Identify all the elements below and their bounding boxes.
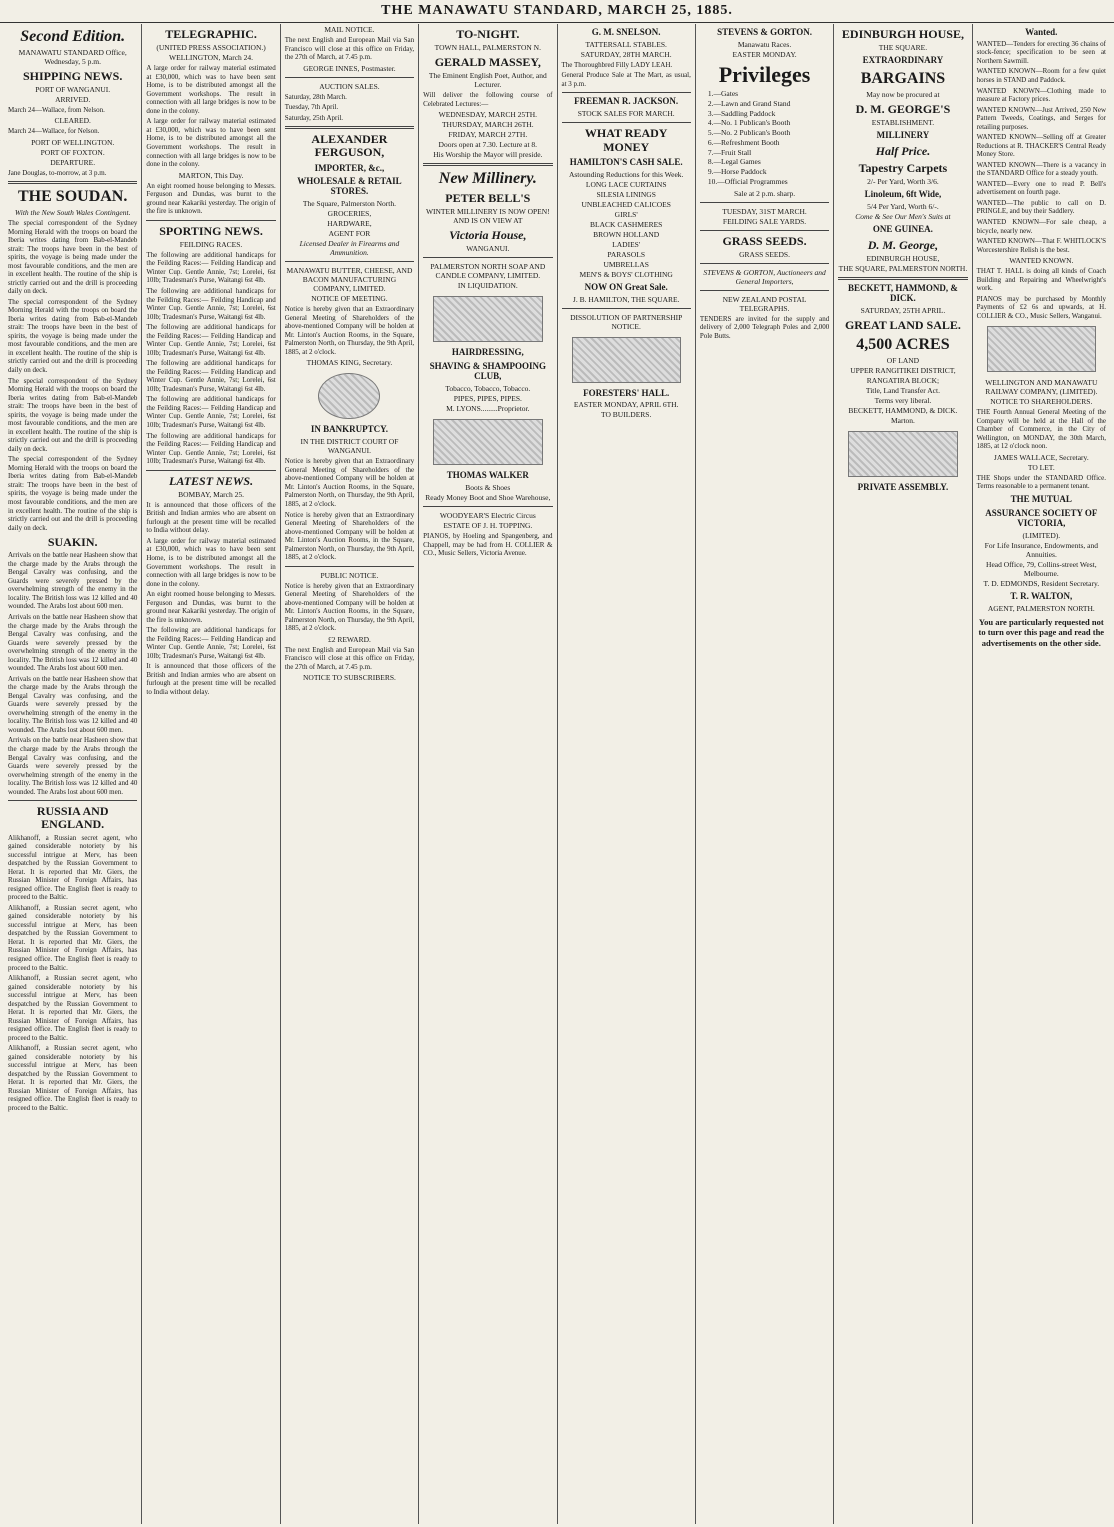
- privilege-item: 5.—No. 2 Publican's Booth: [707, 128, 791, 138]
- auction-heading: AUCTION SALES.: [319, 81, 380, 91]
- soudan-body-3: The special correspondent of the Sydney Morning Herald with the troops on board the Iberia writes dating from Bab-el-Mandeb strait: The troops have been in the best of spirits, the voyage is being made under the most favourable conditions, and the men are in excellent health. The routine of the ship is strictly carried out and the drill is proceeding daily on deck.: [8, 376, 138, 453]
- bankruptcy-body: Notice is hereby given that an Extraordinary General Meeting of Shareholders of the above-mentioned Company will be holden at Mr. Linton's Auction Rooms, in the Square, Palmerston North, on Thursday, the 9th April, 1885, at 2 o'clock.: [284, 457, 415, 508]
- one-guinea: ONE GUINEA.: [872, 224, 933, 235]
- arrived-line: March 24—Wallace, from Nelson.: [8, 105, 105, 114]
- terms: Terms very liberal.: [874, 395, 932, 405]
- jbh: J. B. HAMILTON, THE SQUARE.: [572, 294, 680, 304]
- soap-company: PALMERSTON NORTH SOAP AND CANDLE COMPANY, LIMITED.: [430, 262, 546, 281]
- great-land-sale: GREAT LAND SALE.: [844, 317, 961, 332]
- feilding-body-2: The following are additional handicaps for the Feilding Races:— Feilding Handicap and Winter Cup. Gentle Annie, 7st; Lorelei, 6st 10lb; Tradesman's Purse, Waitangi 6st 4lb.: [146, 287, 276, 321]
- feilding-body-3: The following are additional handicaps for the Feilding Races:— Feilding Handicap and Winter Cup. Gentle Annie, 7st; Lorelei, 6st 10lb; Tradesman's Purse, Waitangi 6st 4lb.: [146, 323, 276, 357]
- licensed: Licensed Dealer in Firearms and Ammunition.: [299, 239, 400, 258]
- train-image: [987, 326, 1096, 372]
- lecture-wed: WEDNESDAY, MARCH 25TH.: [438, 110, 537, 120]
- departure-heading: DEPARTURE.: [50, 157, 96, 167]
- massey-sub: The Eminent English Poet, Author, and Lecturer.: [428, 71, 547, 90]
- to-builders: TO BUILDERS.: [601, 410, 652, 420]
- meeting-body: Notice is hereby given that an Extraordinary General Meeting of Shareholders of the above-mentioned Company will be holden at Mr. Linton's Auction Rooms, in the Square, Palmerston North, on Thursday, the 9th April, 1885, at 2 o'clock.: [284, 305, 415, 356]
- feilding-yards: FEILDING SALE YARDS.: [722, 216, 807, 226]
- barber-pole-image: [433, 296, 542, 342]
- ferguson-addr: The Square, Palmerston North.: [302, 199, 396, 209]
- butter-company: MANAWATU BUTTER, CHEESE, AND BACON MANUFACTURING COMPANY, LIMITED.: [286, 266, 413, 294]
- russia-body-2: Alikhanoff, a Russian secret agent, who gained considerable notoriety by his successful intrigue at Merv, has been despatched by the Russian Government to Herat. It is reported that Mr. Giers, the Russian Minister of Foreign Affairs, has resigned office. The English fleet is ready to proceed to the Baltic.: [8, 903, 138, 972]
- massey-body: Will deliver the following course of Celebrated Lectures:—: [423, 91, 553, 108]
- feilding-body-4: The following are additional handicaps for the Feilding Races:— Feilding Handicap and Winter Cup. Gentle Annie, 7st; Lorelei, 6st 10lb; Tradesman's Purse, Waitangi 6st 4lb.: [146, 359, 276, 393]
- latest-heading: LATEST NEWS.: [169, 473, 254, 488]
- filly: The Thoroughbred Filly LADY LEAH.: [561, 60, 673, 69]
- saturday-april: SATURDAY, 25TH APRIL.: [860, 305, 946, 315]
- parasols: PARASOLS: [607, 249, 646, 259]
- millinery-7: MILLINERY: [876, 129, 930, 140]
- pianos-note: PIANOS, by Hoeling and Spangenberg, and Chappell, may be had from H. COLLIER & CO., Music Sellers, Victoria Avenue.: [423, 531, 553, 558]
- wanted-2: WANTED KNOWN—Room for a few quiet horses in STAND and Paddock.: [976, 67, 1106, 85]
- rangitikei: UPPER RANGITIKEI DISTRICT,: [850, 365, 956, 375]
- beckett-heading: BECKETT, HAMMOND, & DICK.: [848, 283, 958, 303]
- wanted-known: WANTED KNOWN.: [1009, 256, 1074, 266]
- beckett2: BECKETT, HAMMOND, & DICK.: [848, 405, 958, 415]
- subscribers-notice: NOTICE TO SUBSCRIBERS.: [303, 673, 396, 683]
- soudan-body-4: The special correspondent of the Sydney Morning Herald with the troops on board the Iberia writes dating from Bab-el-Mandeb strait: The troops have been in the best of spirits, the voyage is being made under the most favourable conditions, and the men are in excellent health. The routine of the ship is strictly carried out and the drill is proceeding daily on deck.: [8, 455, 138, 532]
- bombay-dateline: BOMBAY, March 25.: [178, 489, 244, 499]
- wanted-10: WANTED KNOWN—That F. WHITLOCK'S Worcestershire Relish is the best.: [976, 237, 1106, 254]
- sporting-heading: SPORTING NEWS.: [159, 223, 263, 238]
- silesia: SILESIA LININGS: [596, 189, 656, 199]
- ladies: LADIES': [612, 239, 641, 249]
- title-act: Title, Land Transfer Act.: [865, 385, 940, 395]
- privileges-list: [708, 89, 829, 187]
- auction-item-3: Saturday, 25th April.: [284, 113, 344, 122]
- the-square: THE SQUARE.: [878, 43, 928, 53]
- what-ready-money: WHAT READY MONEY: [584, 126, 668, 154]
- mens-clothing: MEN'S & BOYS' CLOTHING: [579, 269, 673, 279]
- lace-curtains: LONG LACE CURTAINS: [585, 179, 667, 189]
- ferguson-sub2: WHOLESALE & RETAIL STORES.: [297, 176, 402, 197]
- limited: (LIMITED).: [1022, 530, 1061, 540]
- hamilton-sale: HAMILTON'S CASH SALE.: [569, 156, 683, 167]
- column-5: [558, 24, 696, 1524]
- agent-walton: AGENT, PALMERSTON NORTH.: [987, 603, 1095, 613]
- feilding-races: FEILDING RACES.: [179, 239, 243, 249]
- wanted-9: WANTED KNOWN—For sale cheap, a bicycle, nearly new.: [976, 217, 1106, 235]
- electric-circus: WOODYEAR'S Electric Circus: [439, 510, 536, 520]
- walton: T. R. WALTON,: [1010, 590, 1073, 601]
- privilege-item: 10.—Official Programmes: [707, 176, 788, 186]
- may-now: May now be procured at: [866, 89, 940, 99]
- girls: GIRLS': [614, 209, 638, 219]
- topping-estate: ESTATE OF J. H. TOPPING.: [443, 520, 533, 530]
- private-assembly: PRIVATE ASSEMBLY.: [857, 481, 949, 492]
- holland: BROWN HOLLAND: [593, 229, 660, 239]
- soudan-sub: With the New South Wales Contingent.: [14, 207, 131, 217]
- easter-monday: EASTER MONDAY, APRIL 6TH.: [573, 400, 679, 410]
- tapestry-price: 2/- Per Yard, Worth 3/6.: [867, 177, 939, 187]
- wanganui: WANGANUI.: [466, 244, 510, 254]
- tobacco: Tobacco, Tobacco, Tobacco.: [445, 384, 531, 394]
- marton-dateline: MARTON, This Day.: [178, 170, 244, 180]
- tenders: TENDERS are invited for the supply and delivery of 2,000 Telegraph Poles and 2,000 Pole Butts.: [699, 314, 830, 340]
- mail-sign: GEORGE INNES, Postmaster.: [303, 63, 396, 73]
- privilege-item: 4.—No. 1 Publican's Booth: [707, 118, 791, 128]
- bombay-body-3: An eight roomed house belonging to Messrs. Ferguson and Dundas, was burnt to the ground near Kakariki yesterday. The origin of the fire is unknown.: [146, 590, 276, 624]
- wanted-5: WANTED KNOWN—Selling off at Greater Reductions at R. THACKER'S Central Ready Money Store.: [976, 133, 1106, 159]
- column-4: [419, 24, 557, 1524]
- dancers-image: [848, 431, 957, 477]
- wellington-dateline: WELLINGTON, March 24.: [169, 53, 254, 63]
- bombay-body: It is announced that those officers of the British and Indian armies who are absent on furlough at the present time will be recalled to India without delay.: [146, 500, 276, 535]
- massey-heading: GERALD MASSEY,: [434, 55, 541, 70]
- stock-sales: STOCK SALES FOR MARCH.: [577, 109, 675, 119]
- soudan-body-2: The special correspondent of the Sydney Morning Herald with the troops on board the Iberia writes dating from Bab-el-Mandeb strait: The troops have been in the best of spirits, the voyage is being made under the most favourable conditions, and the men are in excellent health. The routine of the ship is strictly carried out and the drill is proceeding daily on deck.: [8, 297, 138, 374]
- press-assoc: (UNITED PRESS ASSOCIATION.): [156, 43, 266, 53]
- general-produce: General Produce Sale at The Mart, as usual, at 3 p.m.: [561, 71, 691, 88]
- marton: Marton.: [890, 415, 915, 425]
- edition-title: Second Edition.: [20, 28, 126, 45]
- telegraphic-heading: TELEGRAPHIC.: [165, 27, 257, 41]
- mail-body: The next English and European Mail via San Francisco will close at this office on Friday, the 27th of March, at 7.45 p.m.: [284, 36, 415, 62]
- russia-body-3: Alikhanoff, a Russian secret agent, who gained considerable notoriety by his successful intrigue at Merv, has been despatched by the Russian Government to Herat. It is reported that Mr. Giers, the Russian Minister of Foreign Affairs, has resigned office. The English fleet is ready to proceed to the Baltic.: [8, 974, 138, 1042]
- telegraph: NEW ZEALAND POSTAL TELEGRAPHS.: [722, 294, 807, 313]
- assurance: ASSURANCE SOCIETY OF VICTORIA,: [985, 507, 1098, 528]
- bankruptcy-body-2: Notice is hereby given that an Extraordinary General Meeting of Shareholders of the above-mentioned Company will be holden at Mr. Linton's Auction Rooms, in the Square, Palmerston North, on Thursday, the 9th April, 1885, at 2 o'clock.: [284, 510, 415, 562]
- public-body: Notice is hereby given that an Extraordinary General Meeting of Shareholders of the above-mentioned Company will be holden at Mr. Linton's Auction Rooms, in the Square, Palmerston North, on Thursday, the 9th April, 1885, at 2 o'clock.: [284, 581, 415, 633]
- suakin-body: Arrivals on the battle near Hasheen show that the charge made by the Arabs through the Bengal Cavalry was confusing, and the Guards were severely pressed by the overwhelming strength of the enemy in the locality. The British loss was 12 killed and 40 wounded. The Arabs lost about 600 men.: [8, 551, 138, 611]
- extraordinary: EXTRAORDINARY: [862, 55, 944, 66]
- acres: 4,500 ACRES: [856, 336, 950, 354]
- manawatu-races: Manawatu Races.: [737, 39, 792, 49]
- boots-shoes: Boots & Shoes: [465, 482, 511, 492]
- privilege-item: 2.—Lawn and Grand Stand: [707, 98, 791, 108]
- meeting-heading: NOTICE OF MEETING.: [311, 294, 388, 304]
- ferguson-heading: ALEXANDER FERGUSON,: [311, 132, 388, 160]
- wanted-7: WANTED—Every one to read P. Bell's advertisement on fourth page.: [976, 179, 1106, 197]
- auction-item-1: Saturday, 28th March.: [284, 92, 347, 101]
- peter-bell: PETER BELL'S: [445, 191, 531, 206]
- tonight-heading: TO-NIGHT.: [456, 27, 520, 41]
- bombay-body-2: A large order for railway material estimated at £30,000, which was to have been sent Home, is to be distributed amongst all the Government workshops. The result in connection with all large bridges is now to be done in the colony.: [146, 536, 276, 588]
- head-office: Head Office, 79, Collins-street West, Melbourne.: [986, 559, 1097, 578]
- groceries: GROCERIES,: [327, 209, 372, 219]
- oddfellows-emblem-image: [572, 337, 681, 383]
- suakin-body-3: Arrivals on the battle near Hasheen show that the charge made by the Arabs through the Bengal Cavalry was confusing, and the Guards were severely pressed by the overwhelming strength of the enemy in the locality. The British loss was 12 killed and 40 wounded. The Arabs lost about 600 men.: [8, 674, 138, 734]
- grass-sub: GRASS SEEDS.: [739, 249, 790, 259]
- port-wellington: PORT OF WELLINGTON.: [31, 137, 115, 147]
- masthead: [0, 0, 1114, 23]
- wanted-3: WANTED KNOWN—Clothing made to measure at Factory prices.: [976, 86, 1106, 104]
- columns: [4, 24, 1110, 1524]
- wallace: JAMES WALLACE, Secretary.: [993, 452, 1089, 462]
- sat-march: SATURDAY, 28TH MARCH.: [580, 49, 672, 59]
- life-insurance: For Life Insurance, Endowments, and Annuities.: [984, 540, 1098, 559]
- auction-item-2: Tuesday, 7th April.: [284, 103, 339, 112]
- square2: THE SQUARE, PALMERSTON NORTH.: [838, 264, 968, 274]
- wanted-4: WANTED KNOWN—Just Arrived, 250 New Pattern Tweeds, Coatings, and Serges for retailing purposes.: [976, 105, 1106, 131]
- bombay-body-5: It is announced that those officers of the British and Indian armies who are absent on furlough at the present time will be recalled to India without delay.: [146, 662, 276, 696]
- office-line: MANAWATU STANDARD Office, Wednesday, 5 p.m.: [18, 47, 127, 66]
- column-6: [696, 24, 834, 1524]
- bankruptcy-heading: IN BANKRUPTCY.: [310, 424, 389, 435]
- reward-body: The next English and European Mail via San Francisco will close at this office on Friday, the 27th of March, at 7.45 p.m.: [284, 645, 415, 671]
- linoleum: Linoleum, 6ft Wide,: [864, 189, 942, 200]
- marton-body: An eight roomed house belonging to Messrs. Ferguson and Dundas, was burnt to the ground near Kakariki yesterday. The origin of the fire is unknown.: [146, 181, 276, 216]
- wanted-6: WANTED KNOWN—There is a vacancy in the STANDARD Office for a steady youth.: [976, 160, 1106, 178]
- winter-millinery: WINTER MILLINERY IS NOW OPEN! AND IS ON VIEW AT: [425, 207, 550, 226]
- hardware: HARDWARE,: [327, 219, 372, 229]
- departure-line: Jane Douglas, to-morrow, at 3 p.m.: [8, 168, 107, 177]
- wellington-body-2: A large order for railway material estimated at £30,000, which was to have been sent Home, is to be distributed amongst all the Government workshops. The result in connection with all large bridges is now to be done in the colony.: [146, 117, 276, 169]
- edmonds: T. D. EDMONDS, Resident Secretary.: [983, 578, 1100, 588]
- lecture-fri: FRIDAY, MARCH 27TH.: [448, 130, 528, 140]
- victoria-house: Victoria House,: [449, 228, 527, 243]
- establishment: ESTABLISHMENT.: [871, 117, 935, 127]
- mayor-preside: His Worship the Mayor will preside.: [433, 150, 543, 160]
- railway-company: WELLINGTON AND MANAWATU RAILWAY COMPANY, (LIMITED).: [985, 378, 1098, 397]
- mail-heading: MAIL NOTICE.: [324, 25, 375, 34]
- feilding-body: The following are additional handicaps for the Feilding Races:— Feilding Handicap and Winter Cup. Gentle Annie, 7st; Lorelei, 6st 10lb; Tradesman's Purse, Waitangi 6st 4lb.: [146, 250, 276, 285]
- pianos-8: PIANOS may be purchased by Monthly Payments of £2 6s and upwards, at H. COLLIER & CO., Music Sellers, Wanganui.: [976, 294, 1106, 320]
- easter-monday-6: EASTER MONDAY.: [732, 49, 797, 59]
- mutual: THE MUTUAL: [1010, 494, 1072, 505]
- lino-price: 5/4 Per Yard, Worth 6/-.: [867, 202, 939, 212]
- russia-heading: RUSSIA AND ENGLAND.: [36, 804, 109, 832]
- millinery-heading: New Millinery.: [438, 170, 537, 188]
- column-2: [142, 24, 280, 1524]
- dissolution: DISSOLUTION OF PARTNERSHIP NOTICE.: [570, 312, 683, 331]
- privileges: Privileges: [718, 61, 811, 87]
- agent-for: AGENT FOR: [328, 229, 371, 239]
- boot-image: [433, 419, 542, 465]
- umbrellas: UMBRELLAS: [603, 259, 649, 269]
- arrived-heading: ARRIVED.: [55, 94, 91, 104]
- fourth-meeting: THE Fourth Annual General Meeting of the Company will be held at the Hall of the Chamber of Commerce, in the City of Wellington, on MONDAY, the 30th March, 1885, at 12 o'clock noon.: [976, 408, 1106, 451]
- hairdressing: HAIRDRESSING,: [451, 347, 524, 358]
- bombay-body-4: The following are additional handicaps for the Feilding Races:— Feilding Handicap and Winter Cup. Gentle Annie, 7st; Lorelei, 6st 10lb; Tradesman's Purse, Waitangi 6st 4lb.: [146, 626, 276, 660]
- turn-page-note: You are particularly requested not to turn over this page and read the advertisements on the other side.: [978, 616, 1105, 648]
- shipping-heading: SHIPPING NEWS.: [23, 68, 123, 83]
- stevens-heading: STEVENS & GORTON.: [717, 27, 812, 37]
- soudan-heading: THE SOUDAN.: [18, 188, 128, 206]
- grass-seeds: GRASS SEEDS.: [722, 233, 807, 248]
- feilding-body-5: The following are additional handicaps for the Feilding Races:— Feilding Handicap and Winter Cup. Gentle Annie, 7st; Lorelei, 6st 10lb; Tradesman's Purse, Waitangi 6st 4lb.: [146, 395, 276, 429]
- suakin-heading: SUAKIN.: [47, 535, 98, 550]
- tuesday: TUESDAY, 31ST MARCH.: [722, 206, 807, 216]
- cleared-heading: CLEARED.: [54, 116, 91, 126]
- doors-open: Doors open at 7.30. Lecture at 8.: [438, 140, 538, 150]
- tattersall: TATTERSALL STABLES.: [585, 39, 667, 49]
- russia-body-4: Alikhanoff, a Russian secret agent, who gained considerable notoriety by his successful intrigue at Merv, has been despatched by the Russian Government to Herat. It is reported that Mr. Giers, the Russian Minister of Foreign Affairs, has resigned office. The English fleet is ready to proceed to the Baltic.: [8, 1044, 138, 1112]
- shaving-club: SHAVING & SHAMPOOING CLUB,: [429, 361, 546, 382]
- shareholders: NOTICE TO SHAREHOLDERS.: [990, 397, 1093, 407]
- shops: THE Shops under the STANDARD Office. Terms reasonable to a permanent tenant.: [976, 473, 1106, 491]
- coat-of-arms-image: [318, 373, 380, 419]
- suakin-body-2: Arrivals on the battle near Hasheen show that the charge made by the Arabs through the Bengal Cavalry was confusing, and the Guards were severely pressed by the overwhelming strength of the enemy in the locality. The British loss was 12 killed and 40 wounded. The Arabs lost about 600 men.: [8, 613, 138, 673]
- liquidation: IN LIQUIDATION.: [457, 281, 518, 291]
- sale-time: Sale at 2 p.m. sharp.: [734, 188, 796, 198]
- calicoes: UNBLEACHED CALICOES: [581, 199, 671, 209]
- great-sale: NOW ON Great Sale.: [584, 281, 668, 292]
- foresters-hall: FORESTERS' HALL.: [583, 387, 670, 398]
- reward-heading: £2 REWARD.: [327, 634, 371, 644]
- edinburgh-house: EDINBURGH HOUSE,: [841, 27, 964, 41]
- cashmeres: BLACK CASHMERES: [590, 219, 663, 229]
- port-heading: PORT OF WANGANUI.: [35, 84, 111, 94]
- port-foxton: PORT OF FOXTON.: [40, 147, 105, 157]
- wanted-8: WANTED—The public to call on D. PRINGLE, and buy their Saddlery.: [976, 198, 1106, 216]
- astounding: Astounding Reductions for this Week.: [568, 169, 684, 179]
- suakin-body-4: Arrivals on the battle near Hasheen show that the charge made by the Arabs through the Bengal Cavalry was confusing, and the Guards were severely pressed by the overwhelming strength of the enemy in the locality. The British loss was 12 killed and 40 wounded. The Arabs lost about 600 men.: [8, 736, 138, 796]
- meeting-sign: THOMAS KING, Secretary.: [306, 358, 393, 368]
- bankruptcy-court: IN THE DISTRICT COURT OF WANGANUI.: [300, 437, 399, 456]
- column-7: [834, 24, 972, 1524]
- column-8: [973, 24, 1110, 1524]
- public-notice: PUBLIC NOTICE.: [320, 570, 379, 580]
- privilege-item: 9.—Horse Paddock: [707, 167, 767, 177]
- privilege-item: 7.—Fruit Stall: [707, 147, 752, 157]
- rangatira: RANGATIRA BLOCK;: [866, 375, 940, 385]
- russia-body: Alikhanoff, a Russian secret agent, who gained considerable notoriety by his successful intrigue at Merv, has been despatched by the Russian Government to Herat. It is reported that Mr. Giers, the Russian Minister of Foreign Affairs, has resigned office. The English fleet is ready to proceed to the Baltic.: [8, 833, 138, 902]
- bargains: BARGAINS: [860, 70, 946, 88]
- ready-money: Ready Money Boot and Shoe Warehouse,: [425, 492, 551, 502]
- edinburgh2: EDINBURGH HOUSE,: [866, 254, 940, 264]
- masthead-title: THE MANAWATU STANDARD, MARCH 25, 1885.: [381, 3, 733, 18]
- walker: THOMAS WALKER: [446, 470, 529, 481]
- hall-notice: THAT T. HALL is doing all kinds of Coach Building and Repairing and Wheelwright's work.: [976, 267, 1106, 293]
- tapestry: Tapestry Carpets: [858, 160, 948, 175]
- come-see: Come & See Our Men's Suits at: [855, 212, 951, 222]
- wanted-heading: Wanted.: [1025, 27, 1058, 37]
- column-3: [281, 24, 419, 1524]
- townhall: TOWN HALL, PALMERSTON N.: [434, 43, 541, 53]
- lyons: M. LYONS.........Proprietor.: [446, 404, 530, 414]
- lecture-thu: THURSDAY, MARCH 26TH.: [441, 120, 534, 130]
- feilding-body-6: The following are additional handicaps for the Feilding Races:— Feilding Handicap and Winter Cup. Gentle Annie, 7st; Lorelei, 6st 10lb; Tradesman's Purse, Waitangi 6st 4lb.: [146, 431, 276, 466]
- pipes: PIPES, PIPES, PIPES.: [453, 394, 522, 404]
- wellington-body: A large order for railway material estimated at £30,000, which was to have been sent Home, is to be distributed amongst all the Government workshops. The result in connection with all large bridges is now to be done in the colony.: [146, 64, 276, 115]
- wanted-1: WANTED—Tenders for erecting 36 chains of stock-fence; specification to be seen at Northern Sawmill.: [976, 39, 1106, 65]
- ferguson-sub: IMPORTER, &c.,: [314, 162, 385, 173]
- column-1: [4, 24, 142, 1524]
- privilege-item: 8.—Legal Games: [707, 157, 761, 167]
- auctioneers: STEVENS & GORTON, Auctioneers and General Importers,: [703, 267, 826, 286]
- soudan-body: The special correspondent of the Sydney Morning Herald with the troops on board the Iberia writes dating from Bab-el-Mandeb strait: The troops have been in the best of spirits, the voyage is being made under the most favourable conditions, and the men are in excellent health. The routine of the ship is strictly carried out and the drill is proceeding daily on deck.: [8, 218, 138, 296]
- dm-george: D. M. George,: [867, 237, 939, 252]
- of-land: OF LAND: [886, 355, 920, 365]
- to-let: TO LET.: [1027, 462, 1055, 472]
- cleared-line: March 24—Wallace, for Nelson.: [8, 127, 100, 136]
- privilege-item: 3.—Saddling Paddock: [707, 108, 776, 118]
- snelson-heading: G. M. SNELSON.: [591, 27, 661, 37]
- george-name: D. M. GEORGE'S: [855, 101, 951, 116]
- half-price: Half Price.: [875, 143, 931, 158]
- privilege-item: 1.—Gates: [707, 89, 739, 99]
- jackson-heading: FREEMAN R. JACKSON.: [574, 96, 679, 107]
- privilege-item: 6.—Refreshment Booth: [707, 137, 780, 147]
